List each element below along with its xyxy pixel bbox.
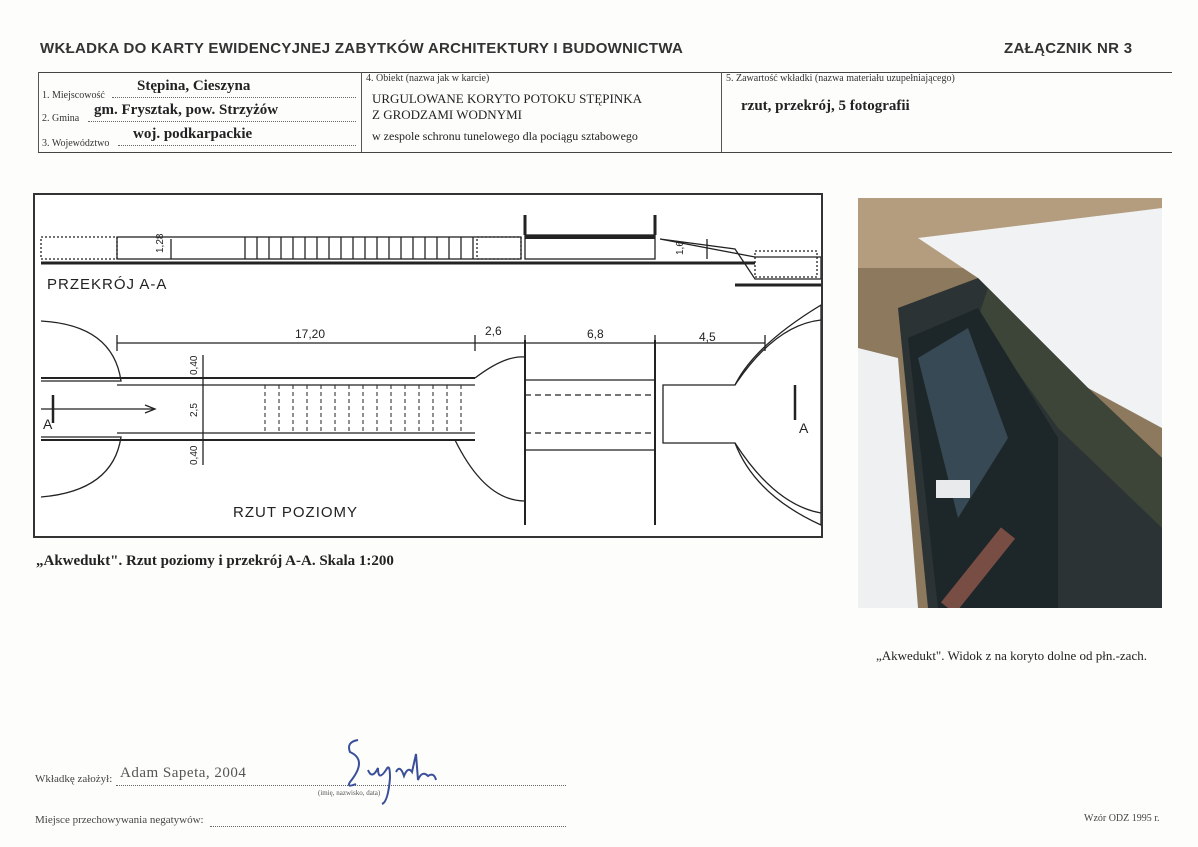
voivodeship-label: 3. Województwo: [42, 138, 110, 149]
object-line-2: Z GRODZAMI WODNYMI: [372, 107, 522, 122]
commune-dots: [88, 121, 356, 122]
dim-6-8: 6,8: [587, 327, 604, 341]
negatives-label: Miejsce przechowywania negatywów:: [35, 814, 204, 826]
dim-1-6: 1,6: [675, 241, 686, 255]
dim-2-6: 2,6: [485, 324, 502, 338]
marker-a-right: A: [799, 420, 809, 436]
dim-2-5: 2,5: [189, 403, 200, 417]
form-reference: Wzór ODZ 1995 r.: [1084, 813, 1160, 824]
signature: [338, 732, 448, 808]
field-divider-left: [38, 72, 39, 152]
header-top-rule: [38, 72, 1172, 73]
field-divider-1: [361, 72, 362, 152]
created-label: Wkładkę założył:: [35, 773, 113, 785]
object-line-1: URGULOWANE KORYTO POTOKU STĘPINKA: [372, 91, 642, 106]
dim-0-40-bottom: 0,40: [189, 445, 200, 465]
negatives-dots: [210, 826, 566, 827]
aqueduct-photo: [858, 198, 1162, 608]
section-ground-left: [41, 237, 117, 259]
attachment-number: ZAŁĄCZNIK NR 3: [1004, 40, 1133, 57]
commune-label: 2. Gmina: [42, 113, 80, 124]
commune-value: gm. Frysztak, pow. Strzyżów: [94, 102, 279, 118]
dim-4-5: 4,5: [699, 330, 716, 344]
drawing-caption: „Akwedukt". Rzut poziomy i przekrój A-A. Skala 1:200: [36, 553, 394, 569]
header-bottom-rule: [38, 152, 1172, 153]
technical-drawing: [33, 193, 823, 538]
content-value: rzut, przekrój, 5 fotografii: [741, 98, 910, 114]
dim-17-20: 17,20: [295, 327, 326, 341]
dim-0-40-top: 0,40: [189, 355, 200, 375]
voivodeship-value: woj. podkarpackie: [133, 126, 253, 142]
content-label: 5. Zawartość wkładki (nazwa materiału uzupełniającego): [726, 73, 955, 84]
drawing-svg: [35, 195, 821, 536]
created-sub-label: (imię, nazwisko, data): [318, 789, 381, 797]
field-divider-2: [721, 72, 722, 152]
photo-caption: „Akwedukt". Widok z na koryto dolne od płn.-zach.: [876, 648, 1147, 663]
object-label: 4. Obiekt (nazwa jak w karcie): [366, 73, 490, 84]
plan-label: RZUT POZIOMY: [233, 504, 359, 521]
locality-value: Stępina, Cieszyna: [137, 78, 251, 94]
locality-dots: [112, 97, 356, 98]
object-line-3: w zespole schronu tunelowego dla pociągu sztabowego: [372, 129, 638, 143]
section-label: PRZEKRÓJ A-A: [47, 276, 168, 293]
marker-a-left: A: [43, 416, 53, 432]
dim-1-28: 1,28: [155, 233, 166, 253]
document-title: WKŁADKA DO KARTY EWIDENCYJNEJ ZABYTKÓW ARCHITEKTURY I BUDOWNICTWA: [40, 40, 684, 57]
locality-label: 1. Miejscowość: [42, 90, 105, 101]
created-value: Adam Sapeta, 2004: [120, 765, 247, 781]
voivodeship-dots: [118, 145, 356, 146]
